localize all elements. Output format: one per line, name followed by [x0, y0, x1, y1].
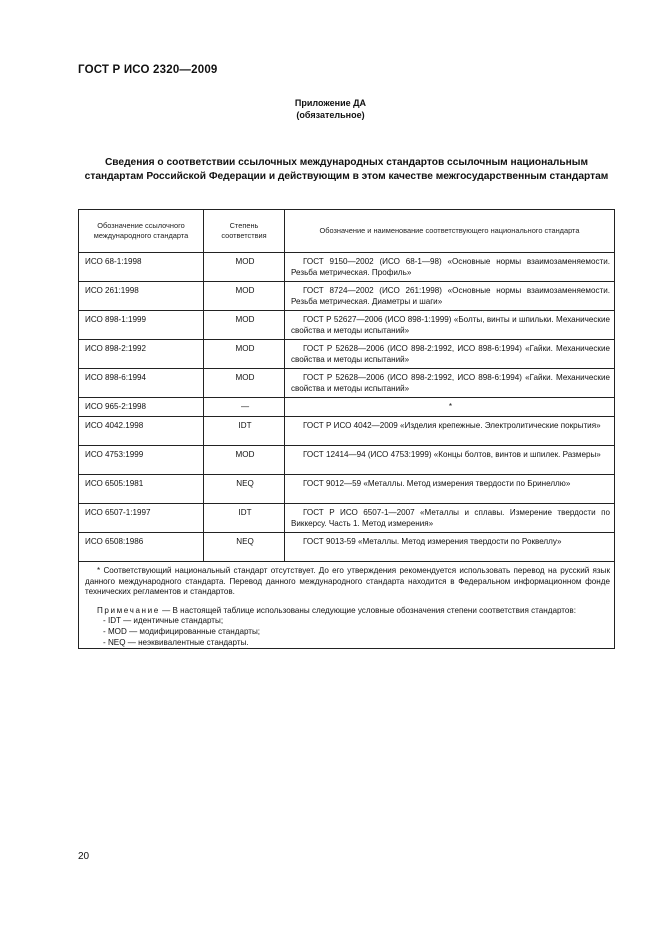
table-row [79, 475, 615, 504]
degree-cell: NEQ [204, 475, 285, 504]
degree-cell: MOD [204, 340, 285, 369]
table-row [79, 311, 615, 340]
page-number: 20 [78, 851, 90, 862]
table-row [79, 417, 615, 446]
note-text: — В настоящей таблице использованы следующие условные обозначения степени соответствия стандартов: [159, 605, 576, 615]
degree-cell: MOD [204, 253, 285, 282]
intl-standard-cell: ИСО 6505:1981 [79, 475, 204, 504]
degree-cell: NEQ [204, 533, 285, 562]
intl-standard-cell: ИСО 6507-1:1997 [79, 504, 204, 533]
intl-standard-cell: ИСО 898-2:1992 [79, 340, 204, 369]
degree-cell: MOD [204, 282, 285, 311]
table-title: Сведения о соответствии ссылочных международных стандартов ссылочным национальным стандартам Российской Федерации и действующим в этом качестве межгосударственным стандартам [84, 157, 609, 182]
table-row [79, 398, 615, 417]
degree-cell: — [204, 398, 285, 417]
header-degree: Степень соответствия [204, 210, 285, 253]
intl-standard-cell: ИСО 68-1:1998 [79, 253, 204, 282]
national-standard-cell: ГОСТ 12414—94 (ИСО 4753:1999) «Концы болтов, винтов и шпилек. Размеры» [285, 446, 615, 475]
table-row [79, 533, 615, 562]
appendix-label: Приложение ДА [294, 98, 367, 108]
degree-cell: MOD [204, 369, 285, 398]
national-standard-cell: ГОСТ 9150—2002 (ИСО 68-1—98) «Основные нормы взаимозаменяемости. Резьба метрическая. Профиль» [285, 253, 615, 282]
degree-cell: MOD [204, 311, 285, 340]
intl-standard-cell: ИСО 965-2:1998 [79, 398, 204, 417]
national-standard-cell: ГОСТ Р 52628—2006 (ИСО 898-2:1992, ИСО 898-6:1994) «Гайки. Механические свойства и методы испытаний» [285, 340, 615, 369]
national-standard-cell: ГОСТ Р 52627—2006 (ИСО 898-1:1999) «Болты, винты и шпильки. Механические свойства и методы испытаний» [285, 311, 615, 340]
table-row [79, 504, 615, 533]
appendix-heading [0, 97, 661, 121]
degree-cell: IDT [204, 417, 285, 446]
intl-standard-cell: ИСО 261:1998 [79, 282, 204, 311]
national-standard-cell: ГОСТ 9012—59 «Металлы. Метод измерения твердости по Бринеллю» [285, 475, 615, 504]
degree-cell: MOD [204, 446, 285, 475]
notes-row [79, 562, 615, 649]
table-body [79, 253, 615, 649]
intl-standard-cell: ИСО 6508:1986 [79, 533, 204, 562]
note-label: Примечание [97, 605, 160, 615]
legend-item-idt: - IDT — идентичные стандарты; [103, 616, 224, 626]
notes-cell [79, 562, 615, 649]
national-standard-cell: ГОСТ 9013-59 «Металлы. Метод измерения твердости по Роквеллу» [285, 533, 615, 562]
table-header-row [79, 210, 615, 253]
legend-item-neq: - NEQ — неэквивалентные стандарты. [103, 637, 249, 647]
intl-standard-cell: ИСО 898-6:1994 [79, 369, 204, 398]
national-standard-cell: * [285, 398, 615, 417]
appendix-status: (обязательное) [296, 110, 365, 120]
degree-cell: IDT [204, 504, 285, 533]
footnote: * Соответствующий национальный стандарт отсутствует. До его утверждения рекомендуется использовать перевод на русский язык данного международного стандарта. Перевод данного международного стандарта находится в Федеральном информационном фонде технических регламентов и стандартов. [85, 566, 610, 597]
document-code-header: ГОСТ Р ИСО 2320—2009 [78, 64, 218, 76]
legend-list [85, 616, 610, 648]
header-intl-standard: Обозначение ссылочного международного стандарта [79, 210, 204, 253]
table-row [79, 369, 615, 398]
standards-correspondence-table [78, 209, 615, 649]
national-standard-cell: ГОСТ Р ИСО 4042—2009 «Изделия крепежные. Электролитические покрытия» [285, 417, 615, 446]
national-standard-cell: ГОСТ Р 52628—2006 (ИСО 898-2:1992, ИСО 898-6:1994) «Гайки. Механические свойства и методы испытаний» [285, 369, 615, 398]
table-row [79, 446, 615, 475]
intl-standard-cell: ИСО 4042.1998 [79, 417, 204, 446]
intl-standard-cell: ИСО 898-1:1999 [79, 311, 204, 340]
intl-standard-cell: ИСО 4753:1999 [79, 446, 204, 475]
note-paragraph [85, 606, 610, 617]
table-row [79, 253, 615, 282]
table-row [79, 282, 615, 311]
header-national-standard: Обозначение и наименование соответствующего национального стандарта [285, 210, 615, 253]
national-standard-cell: ГОСТ Р ИСО 6507-1—2007 «Металлы и сплавы. Измерение твердости по Виккерсу. Часть 1. Метод измерения» [285, 504, 615, 533]
table-row [79, 340, 615, 369]
national-standard-cell: ГОСТ 8724—2002 (ИСО 261:1998) «Основные нормы взаимозаменяемости. Резьба метрическая. Диаметры и шаги» [285, 282, 615, 311]
legend-item-mod: - MOD — модифицированные стандарты; [103, 626, 261, 636]
